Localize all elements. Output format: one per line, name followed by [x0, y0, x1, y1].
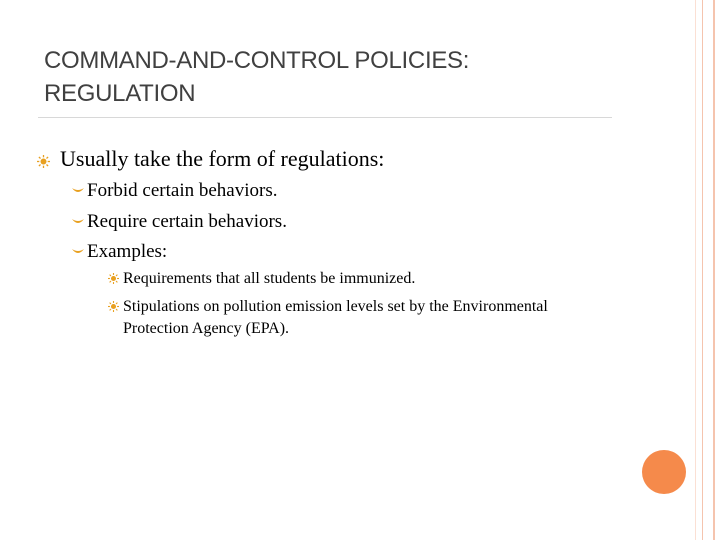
title-line-1: COMMAND-AND-CONTROL POLICIES: [44, 47, 470, 74]
title-divider [38, 117, 612, 118]
bullet-level3-stipulations-cont: Protection Agency (EPA). [123, 320, 290, 337]
bullet-level2-require: Require certain behaviors. [87, 211, 287, 232]
crescent-bullet-icon [71, 247, 85, 257]
accent-circle [642, 450, 686, 494]
border-line-outer [713, 0, 715, 540]
border-line-left-outer [695, 0, 696, 540]
sun-bullet-icon [37, 155, 50, 168]
bullet-level2-forbid: Forbid certain behaviors. [87, 180, 278, 201]
sun-bullet-icon [108, 301, 119, 312]
bullet-level2-examples: Examples: [87, 241, 168, 262]
title-line-2: REGULATION [44, 80, 196, 107]
crescent-bullet-icon [71, 217, 85, 227]
slide-title [44, 44, 604, 110]
crescent-bullet-icon [71, 186, 85, 196]
bullet-level3-immunized: Requirements that all students be immunized. [123, 270, 416, 287]
bullet-level1: Usually take the form of regulations: [60, 146, 385, 171]
border-line-inner [702, 0, 703, 540]
bullet-level3-stipulations: Stipulations on pollution emission levels set by the Environmental [123, 298, 548, 315]
sun-bullet-icon [108, 273, 119, 284]
